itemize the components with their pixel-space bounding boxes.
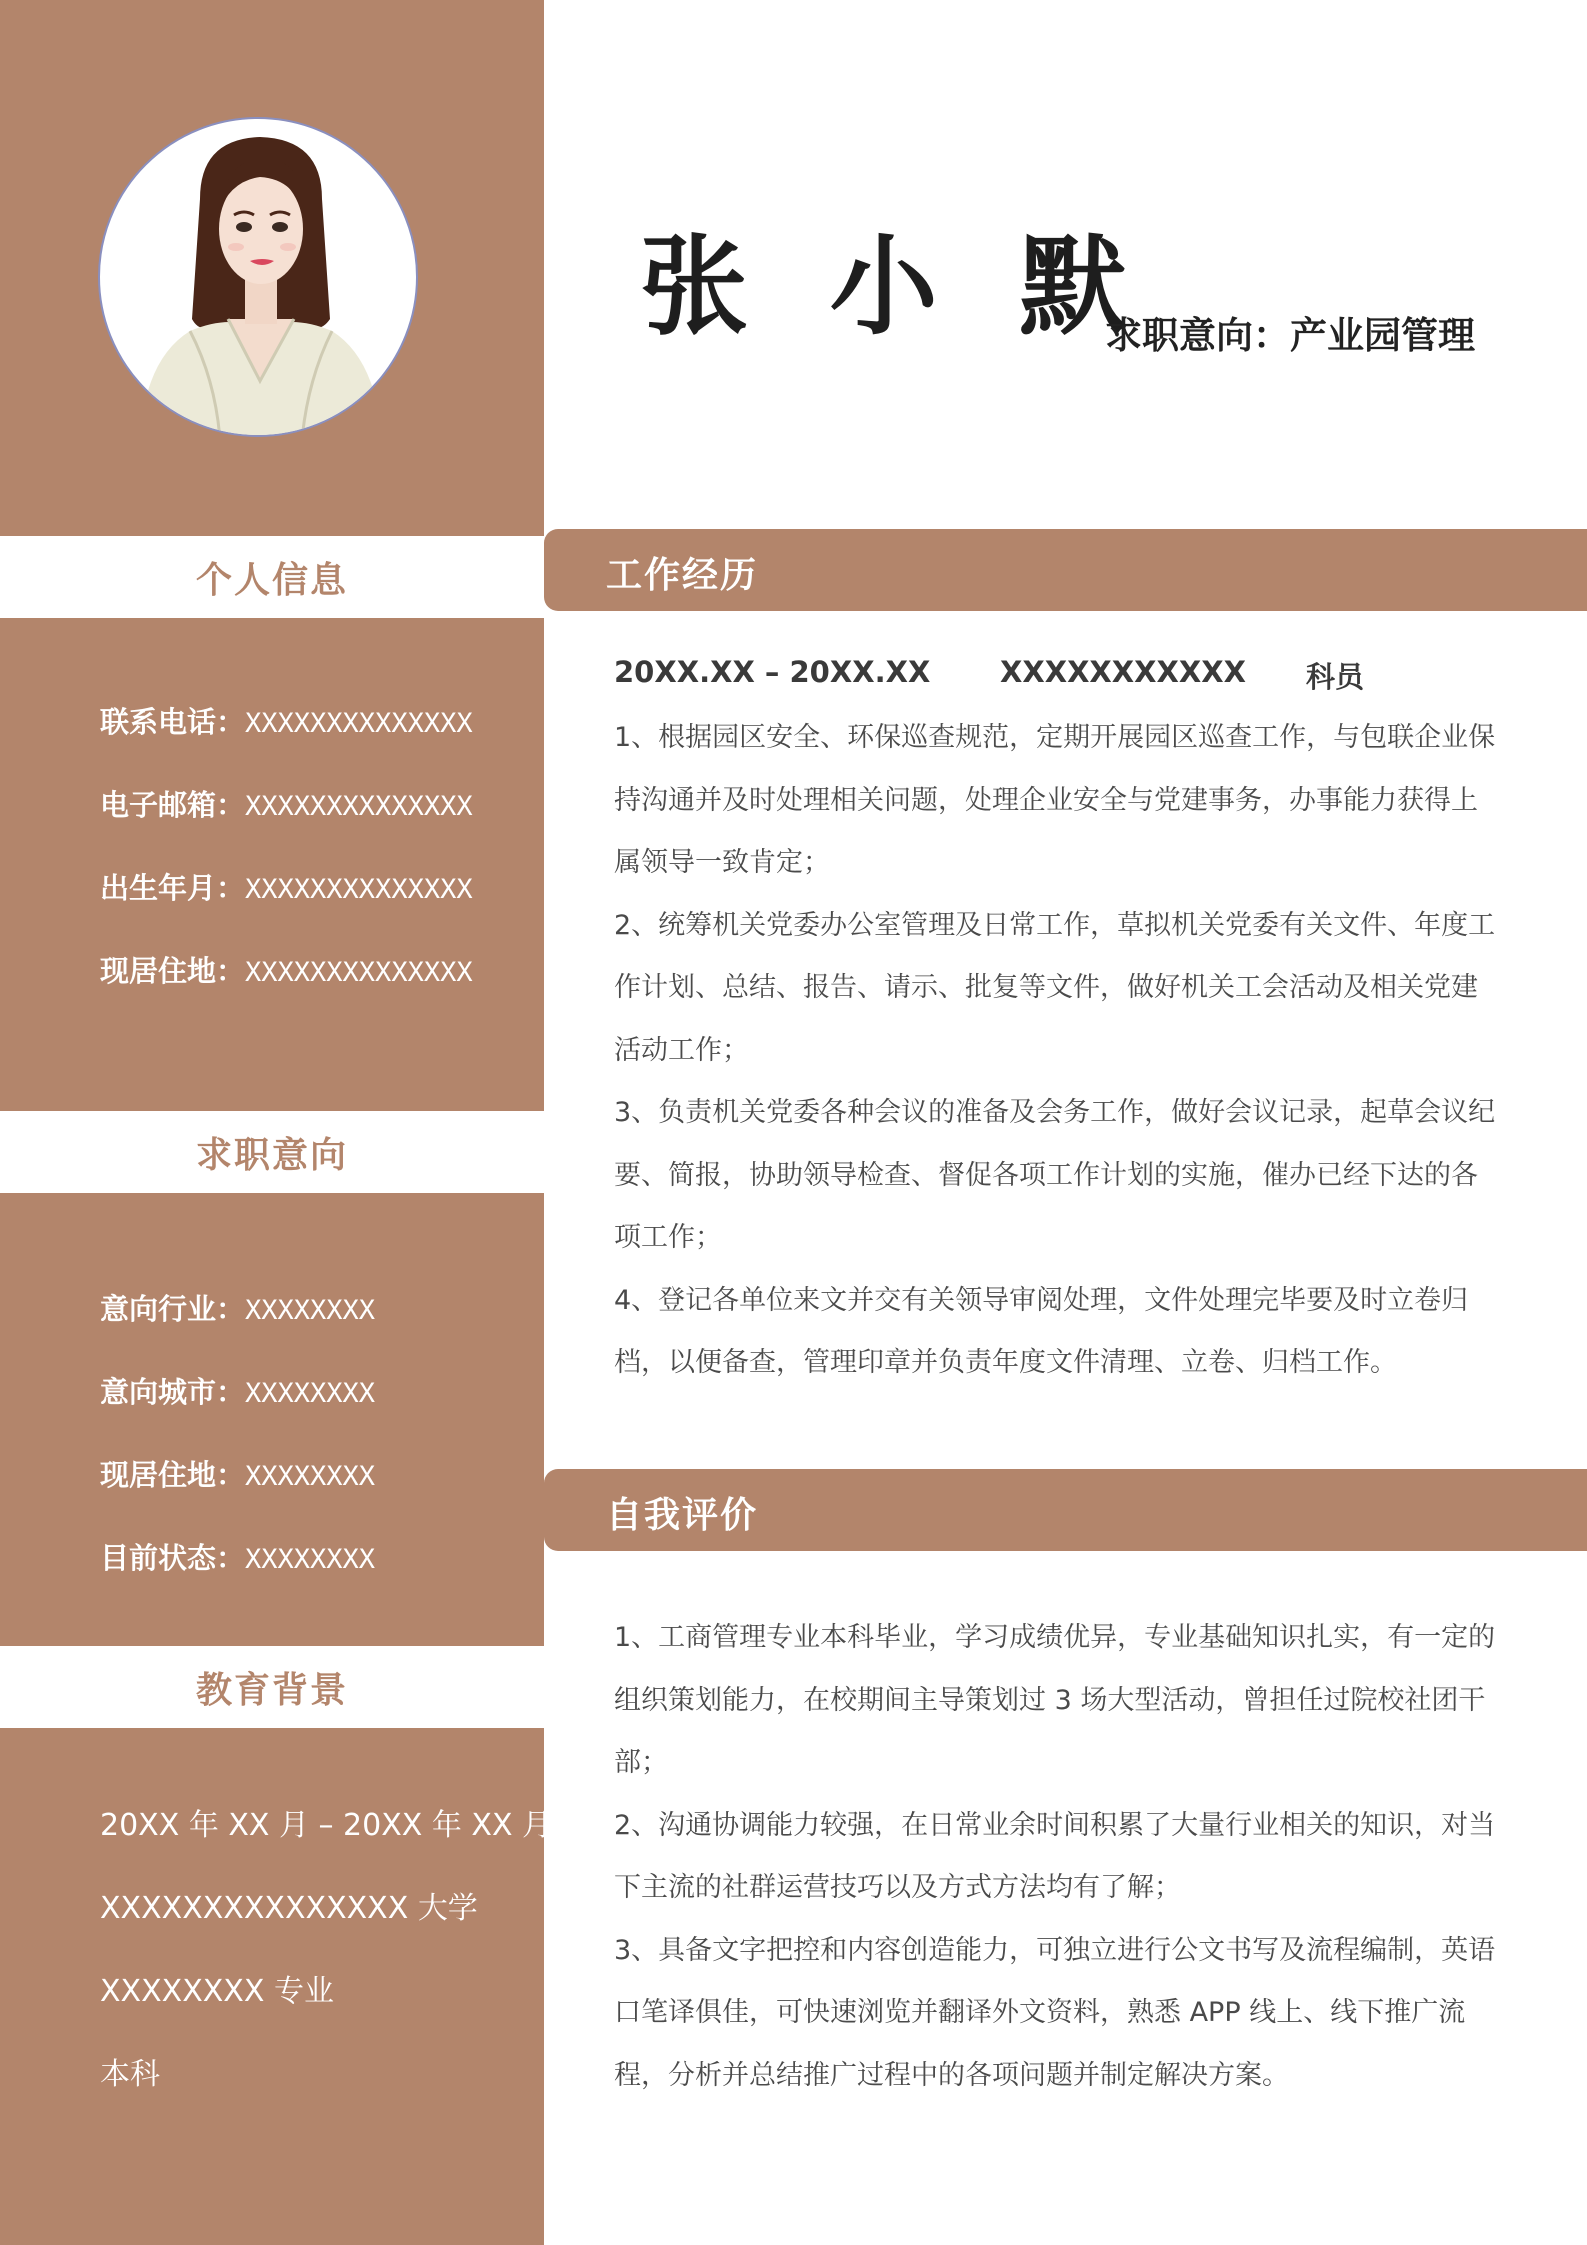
info-value: XXXXXXXX bbox=[245, 1461, 376, 1492]
info-phone bbox=[100, 700, 473, 741]
info-label: 联系电话： bbox=[100, 705, 246, 739]
section-job-intent bbox=[0, 1111, 544, 1193]
section-title: 求职意向 bbox=[195, 1134, 348, 1176]
sidebar bbox=[0, 0, 553, 2245]
work-duties bbox=[614, 707, 1504, 1395]
info-email bbox=[100, 783, 473, 824]
info-value: XXXXXXXX bbox=[245, 1544, 376, 1575]
info-value: XXXXXXXX bbox=[245, 1295, 376, 1326]
work-duty-item: 2、统筹机关党委办公室管理及日常工作，草拟机关党委有关文件、年度工作计划、总结、报告、请示、批复等文件，做好机关工会活动及相关党建活动工作； bbox=[614, 909, 1496, 1066]
section-self-evaluation bbox=[544, 1469, 1587, 1551]
work-duty-item: 1、根据园区安全、环保巡查规范，定期开展园区巡查工作，与包联企业保持沟通并及时处理相关问题，处理企业安全与党建事务，办事能力获得上属领导一致肯定； bbox=[614, 722, 1496, 878]
section-title: 自我评价 bbox=[606, 1495, 759, 1536]
intent-city bbox=[100, 1370, 375, 1411]
info-residence bbox=[100, 949, 473, 990]
edu-major: XXXXXXXX 专业 bbox=[100, 1974, 334, 2009]
self-evaluation-item: 1、工商管理专业本科毕业，学习成绩优异，专业基础知识扎实，有一定的组织策划能力，在校期间主导策划过 3 场大型活动，曾担任过院校社团干部； bbox=[614, 1622, 1496, 1778]
info-value: XXXXXXXXXXXXXX bbox=[245, 708, 473, 739]
section-education bbox=[0, 1646, 544, 1728]
avatar bbox=[98, 117, 418, 437]
edu-degree: 本科 bbox=[100, 2057, 160, 2092]
work-duty-item: 3、负责机关党委各种会议的准备及会务工作，做好会议记录，起草会议纪要、简报，协助领导检查、督促各项工作计划的实施，催办已经下达的各项工作； bbox=[614, 1097, 1496, 1253]
edu-school: XXXXXXXXXXXXXXX 大学 bbox=[100, 1891, 478, 1926]
info-value: XXXXXXXXXXXXXX bbox=[245, 791, 473, 822]
section-work-experience bbox=[544, 529, 1587, 611]
work-period: 20XX.XX – 20XX.XX bbox=[614, 655, 931, 689]
portrait-illustration bbox=[100, 119, 418, 437]
self-evaluation-text bbox=[614, 1607, 1504, 2107]
info-label: 现居住地： bbox=[100, 1458, 246, 1492]
section-title: 教育背景 bbox=[195, 1669, 348, 1711]
job-intent-heading: 求职意向：产业园管理 bbox=[1105, 314, 1475, 357]
info-birth bbox=[100, 866, 473, 907]
info-value: XXXXXXXX bbox=[245, 1378, 376, 1409]
work-position: 科员 bbox=[1306, 660, 1365, 694]
work-duty-item: 4、登记各单位来文并交有关领导审阅处理，文件处理完毕要及时立卷归档，以便备查，管理印章并负责年度文件清理、立卷、归档工作。 bbox=[614, 1284, 1469, 1378]
info-label: 意向行业： bbox=[100, 1292, 246, 1326]
section-personal-info bbox=[0, 536, 544, 618]
candidate-name: 张 小 默 bbox=[640, 225, 1150, 350]
info-value: XXXXXXXXXXXXXX bbox=[245, 874, 473, 905]
info-label: 目前状态： bbox=[100, 1541, 246, 1575]
intent-residence bbox=[100, 1453, 375, 1494]
section-title: 个人信息 bbox=[195, 559, 348, 601]
info-label: 电子邮箱： bbox=[100, 788, 246, 822]
info-value: XXXXXXXXXXXXXX bbox=[245, 957, 473, 988]
self-evaluation-item: 3、具备文字把控和内容创造能力，可独立进行公文书写及流程编制，英语口笔译俱佳，可快速浏览并翻译外文资料，熟悉 APP 线上、线下推广流程，分析并总结推广过程中的各项问题并制定解决方案。 bbox=[614, 1934, 1496, 2091]
edu-period: 20XX 年 XX 月 – 20XX 年 XX 月 bbox=[100, 1808, 553, 1843]
intent-status bbox=[100, 1536, 375, 1577]
info-label: 现居住地： bbox=[100, 954, 246, 988]
info-label: 出生年月： bbox=[100, 871, 246, 905]
section-title: 工作经历 bbox=[606, 555, 759, 596]
work-company: XXXXXXXXXXX bbox=[1000, 655, 1246, 689]
self-evaluation-item: 2、沟通协调能力较强，在日常业余时间积累了大量行业相关的知识，对当下主流的社群运营技巧以及方式方法均有了解； bbox=[614, 1809, 1496, 1903]
intent-industry bbox=[100, 1287, 375, 1328]
info-label: 意向城市： bbox=[100, 1375, 246, 1409]
